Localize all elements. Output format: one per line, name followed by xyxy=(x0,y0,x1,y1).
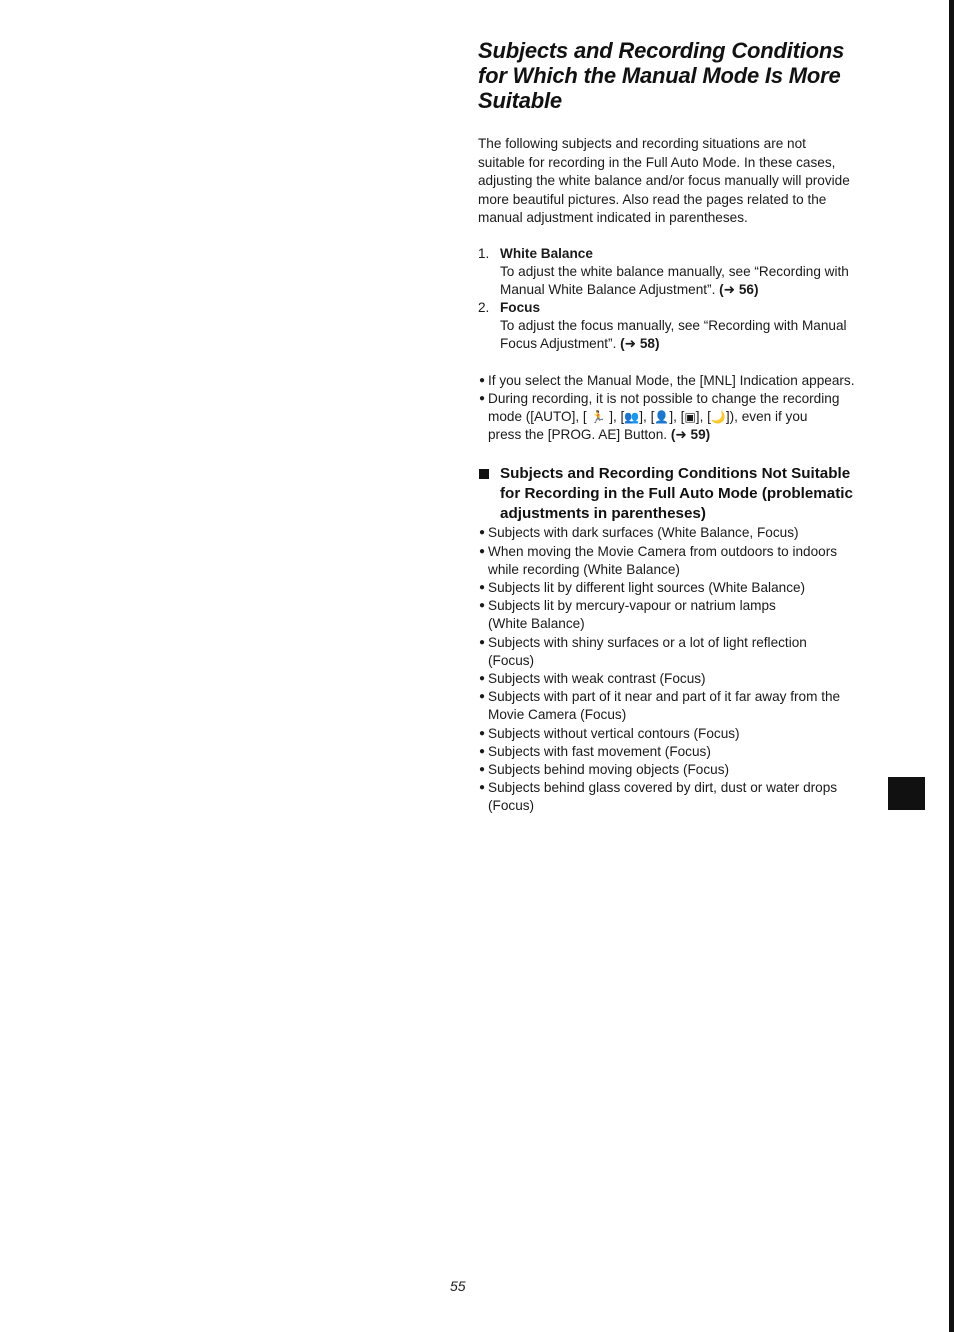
bullet-icon: ● xyxy=(479,600,486,612)
item-text-line2 xyxy=(500,335,886,353)
list-item-text: Subjects lit by different light sources (White Balance) xyxy=(488,579,806,595)
intro-line: suitable for recording in the Full Auto Mode. In these cases, xyxy=(478,154,836,170)
content-column xyxy=(478,38,886,816)
item-number: 1. xyxy=(478,245,490,261)
list-item-text: Subjects with weak contrast (Focus) xyxy=(488,670,706,686)
low-light-mode-icon: 🌙 xyxy=(710,409,726,424)
item-heading: Focus xyxy=(500,299,541,315)
list-item xyxy=(478,670,886,688)
bullet-icon: ● xyxy=(479,727,486,739)
intro-line: adjusting the white balance and/or focus manually will provide xyxy=(478,173,850,188)
notes-list xyxy=(478,372,886,445)
bullet-icon: ● xyxy=(479,763,486,775)
bullet-icon: ● xyxy=(479,636,486,648)
separator: ], [ xyxy=(695,408,711,424)
bullet-icon: ● xyxy=(479,782,486,794)
page-reference: (➜ 58) xyxy=(620,335,660,351)
list-item-text: Subjects behind moving objects (Focus) xyxy=(488,761,730,777)
section-heading-line: for Recording in the Full Auto Mode (problematic xyxy=(500,485,853,503)
list-item-text: while recording (White Balance) xyxy=(488,561,680,577)
section-heading-line: adjustments in parentheses) xyxy=(500,505,706,523)
separator: ], [ xyxy=(639,408,655,424)
item-text-line2 xyxy=(500,281,886,299)
list-item-focus xyxy=(478,299,886,353)
page-edge-bar xyxy=(949,0,954,1332)
list-item-text: Subjects behind glass covered by dirt, dust or water drops xyxy=(488,780,838,796)
bullet-icon: ● xyxy=(479,581,486,593)
list-item-text: (White Balance) xyxy=(488,616,585,632)
list-item xyxy=(478,579,886,597)
note-text: If you select the Manual Mode, the [MNL] Indication appears. xyxy=(488,372,855,388)
bullet-icon: ● xyxy=(479,527,486,539)
sports-mode-icon: 🏃 xyxy=(590,409,606,424)
list-item-text: When moving the Movie Camera from outdoors to indoors xyxy=(488,543,838,559)
item-text: Focus Adjustment”. xyxy=(500,335,621,351)
list-item-text: Movie Camera (Focus) xyxy=(488,707,627,723)
intro-line: The following subjects and recording situations are not xyxy=(478,136,806,151)
list-item-text: Subjects with part of it near and part of it far away from the xyxy=(488,689,841,705)
note-text-line3 xyxy=(488,426,886,444)
item-number: 2. xyxy=(478,299,490,315)
note-text: press the [PROG. AE] Button. xyxy=(488,427,671,443)
list-item-text: Subjects with dark surfaces (White Balance, Focus) xyxy=(488,525,799,541)
note-item xyxy=(478,372,886,390)
intro-line: manual adjustment indicated in parentheses. xyxy=(478,210,748,225)
note-text: During recording, it is not possible to change the recording xyxy=(488,390,840,406)
list-item-text: (Focus) xyxy=(488,652,535,668)
title-line: Suitable xyxy=(478,88,562,113)
list-item xyxy=(478,597,886,633)
list-item xyxy=(478,688,886,724)
bullet-icon: ● xyxy=(479,374,486,386)
page-reference: (➜ 56) xyxy=(719,281,759,297)
section-heading xyxy=(478,464,886,524)
square-bullet-icon xyxy=(479,469,489,479)
list-item xyxy=(478,725,886,743)
unsuitable-subjects-list xyxy=(478,524,886,815)
portrait-mode-icon: 👥 xyxy=(624,409,640,424)
title-line: Subjects and Recording Conditions xyxy=(478,38,845,63)
item-heading: White Balance xyxy=(500,245,593,261)
spotlight-mode-icon: 👤 xyxy=(654,409,670,424)
page-number: 55 xyxy=(450,1278,466,1294)
list-item-text: Subjects with shiny surfaces or a lot of light reflection xyxy=(488,634,807,650)
surf-snow-mode-icon: ▣ xyxy=(684,409,696,424)
title-line: for Which the Manual Mode Is More xyxy=(478,63,841,88)
bullet-icon: ● xyxy=(479,545,486,557)
section-tab-marker xyxy=(888,777,925,810)
note-item xyxy=(478,390,886,445)
separator: ], [ xyxy=(605,408,625,424)
list-item-text: Subjects with fast movement (Focus) xyxy=(488,743,711,759)
list-item xyxy=(478,543,886,579)
intro-paragraph xyxy=(478,135,886,228)
list-item xyxy=(478,779,886,815)
list-item xyxy=(478,634,886,670)
note-text: mode ([AUTO], [ xyxy=(488,408,591,424)
item-text: To adjust the focus manually, see “Recording with Manual xyxy=(500,317,847,333)
bullet-icon: ● xyxy=(479,745,486,757)
page-reference: (➜ 59) xyxy=(670,427,711,443)
intro-line: more beautiful pictures. Also read the pages related to the xyxy=(478,191,827,207)
item-text: Manual White Balance Adjustment”. xyxy=(500,281,720,297)
bullet-icon: ● xyxy=(479,672,486,684)
note-text: ]), even if you xyxy=(725,408,808,424)
list-item xyxy=(478,761,886,779)
page-title xyxy=(478,38,886,113)
list-item-text: (Focus) xyxy=(488,798,535,814)
list-item xyxy=(478,743,886,761)
section-heading-line: Subjects and Recording Conditions Not Suitable xyxy=(500,465,851,483)
list-item-white-balance xyxy=(478,245,886,299)
item-text: To adjust the white balance manually, see “Recording with xyxy=(500,263,849,279)
note-text-modes xyxy=(488,408,886,426)
bullet-icon: ● xyxy=(479,392,486,404)
adjustment-list xyxy=(478,245,886,353)
list-item-text: Subjects without vertical contours (Focus) xyxy=(488,725,740,741)
bullet-icon: ● xyxy=(479,691,486,703)
separator: ], [ xyxy=(669,408,685,424)
list-item xyxy=(478,524,886,542)
list-item-text: Subjects lit by mercury-vapour or natrium lamps xyxy=(488,598,776,614)
